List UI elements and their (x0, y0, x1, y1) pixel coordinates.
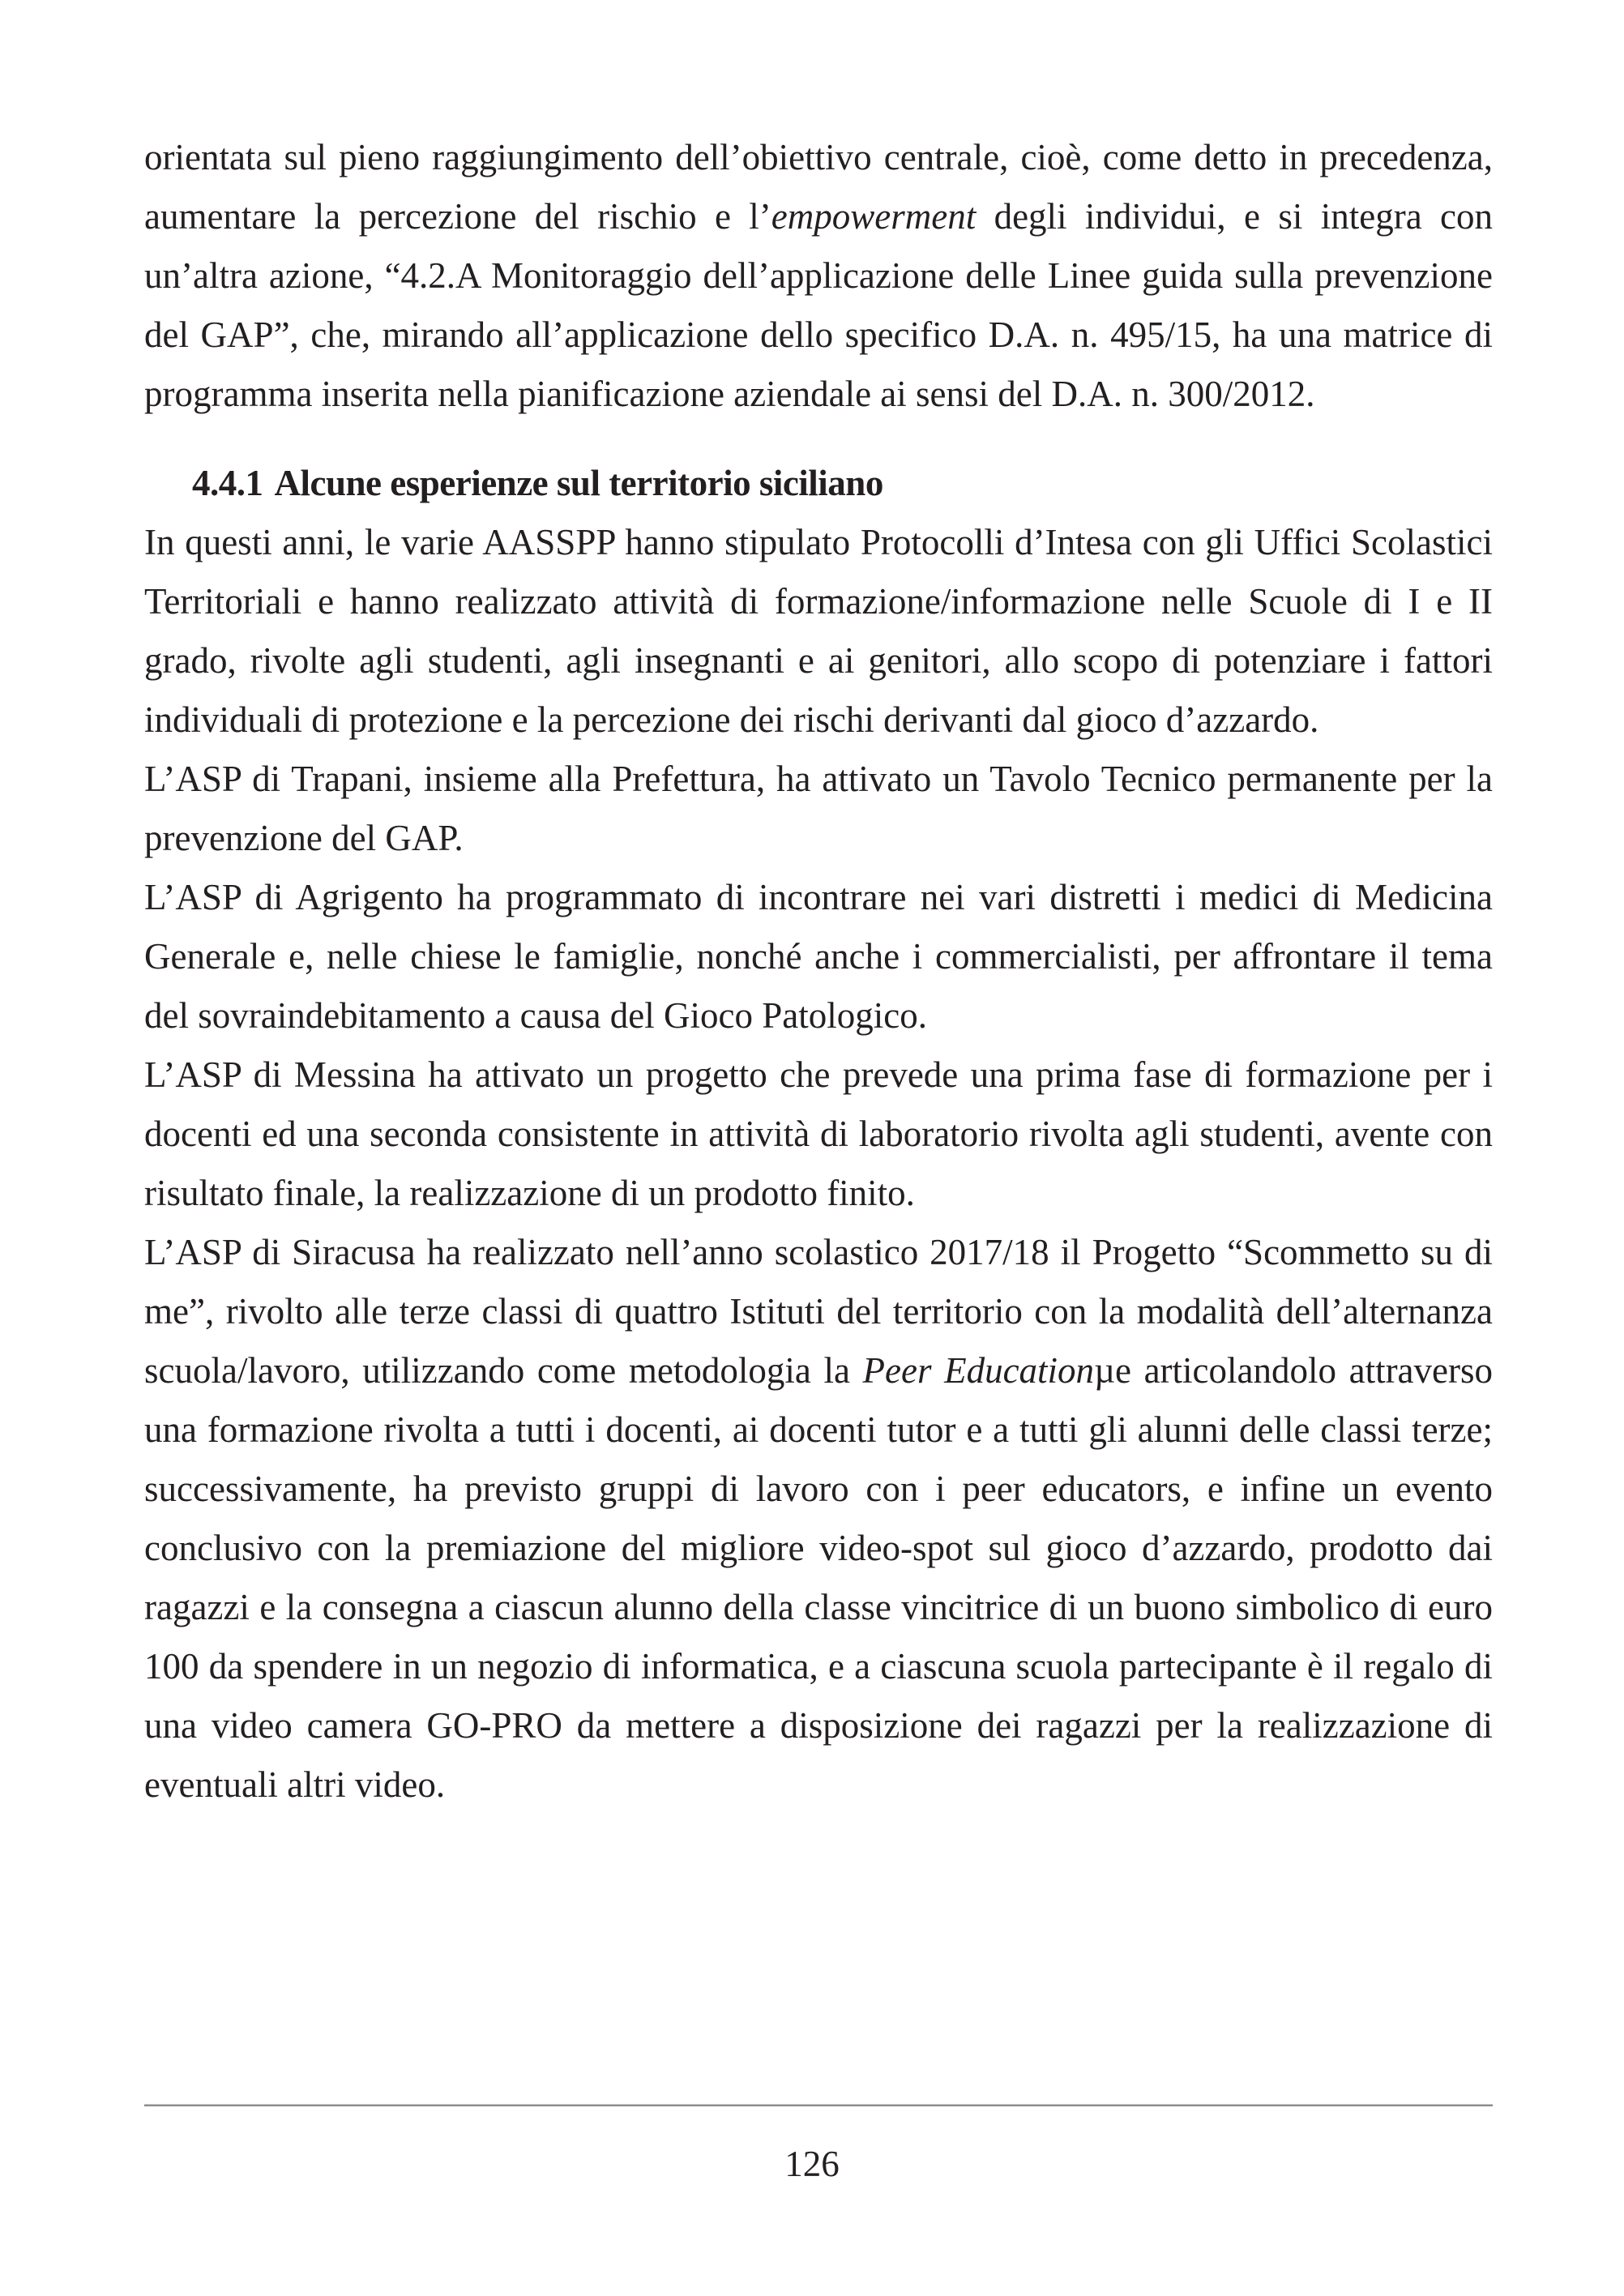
paragraph-agrigento: L’ASP di Agrigento ha programmato di incontrare nei vari distretti i medici di Medicina Generale e, nelle chiese le famiglie, nonché anche i commercialisti, per affrontare il tema del sovraindebitamento a causa del Gioco Patologico. (144, 877, 1493, 1036)
siracusa-text-part1: L’ASP di Siracusa ha realizzato nell’anno scolastico 2017/18 il Progetto “Scommetto su di me”, rivolto alle terze classi di quattro Istituti del territorio con la modalità dell’alternanza scuola/lavoro, utilizzando come metodologia la (144, 1232, 1493, 1391)
section-title: Alcune esperienze sul territorio siciliano (274, 463, 883, 503)
intro-text-part2: degli individui, e si integra con un’altra azione, “4.2.A Monitoraggio dell’applicazione delle Linee guida sulla prevenzione del GAP”, che, mirando all’applicazione dello specifico D.A. n. 495/15, ha una matrice di programma inserita nella pianificazione aziendale ai sensi del D.A. n. 300/2012. (144, 196, 1493, 414)
paragraph-trapani: L’ASP di Trapani, insieme alla Prefettura, ha attivato un Tavolo Tecnico permanente per la prevenzione del GAP. (144, 759, 1493, 858)
intro-paragraph (144, 128, 1493, 424)
section-heading (144, 454, 1493, 513)
footer-divider (144, 2104, 1493, 2106)
intro-text-part1: orientata sul pieno raggiungimento dell’obiettivo centrale, cioè, come detto in precedenza, aumentare la percezione del rischio e l’ (144, 137, 1493, 237)
paragraph-messina: L’ASP di Messina ha attivato un progetto che prevede una prima fase di formazione per i docenti ed una seconda consistente in attività di laboratorio rivolta agli studenti, avente con risultato finale, la realizzazione di un prodotto finito. (144, 1054, 1493, 1213)
siracusa-text-part2: µe articolandolo attraverso una formazione rivolta a tutti i docenti, ai docenti tutor e a tutti gli alunni delle classi terze; successivamente, ha previsto gruppi di lavoro con i peer educators, e infine un evento conclusivo con la premiazione del migliore video-spot sul gioco d’azzardo, prodotto dai ragazzi e la consegna a ciascun alunno della classe vincitrice di un buono simbolico di euro 100 da spendere in un negozio di informatica, e a ciascuna scuola partecipante è il regalo di una video camera GO-PRO da mettere a disposizione dei ragazzi per la realizzazione di eventuali altri video. (144, 1350, 1493, 1805)
page-number: 126 (784, 2144, 840, 2184)
paragraph-siracusa (144, 1223, 1493, 1815)
intro-italic-term: empowerment (771, 196, 977, 237)
siracusa-italic-term: Peer Education (862, 1350, 1095, 1391)
page-body (144, 128, 1493, 1815)
section-number: 4.4.1 (192, 463, 263, 503)
paragraph-aasspp: In questi anni, le varie AASSPP hanno stipulato Protocolli d’Intesa con gli Uffici Scolastici Territoriali e hanno realizzato attività di formazione/informazione nelle Scuole di I e II grado, rivolte agli studenti, agli insegnanti e ai genitori, allo scopo di potenziare i fattori individuali di protezione e la percezione dei rischi derivanti dal gioco d’azzardo. (144, 522, 1493, 740)
